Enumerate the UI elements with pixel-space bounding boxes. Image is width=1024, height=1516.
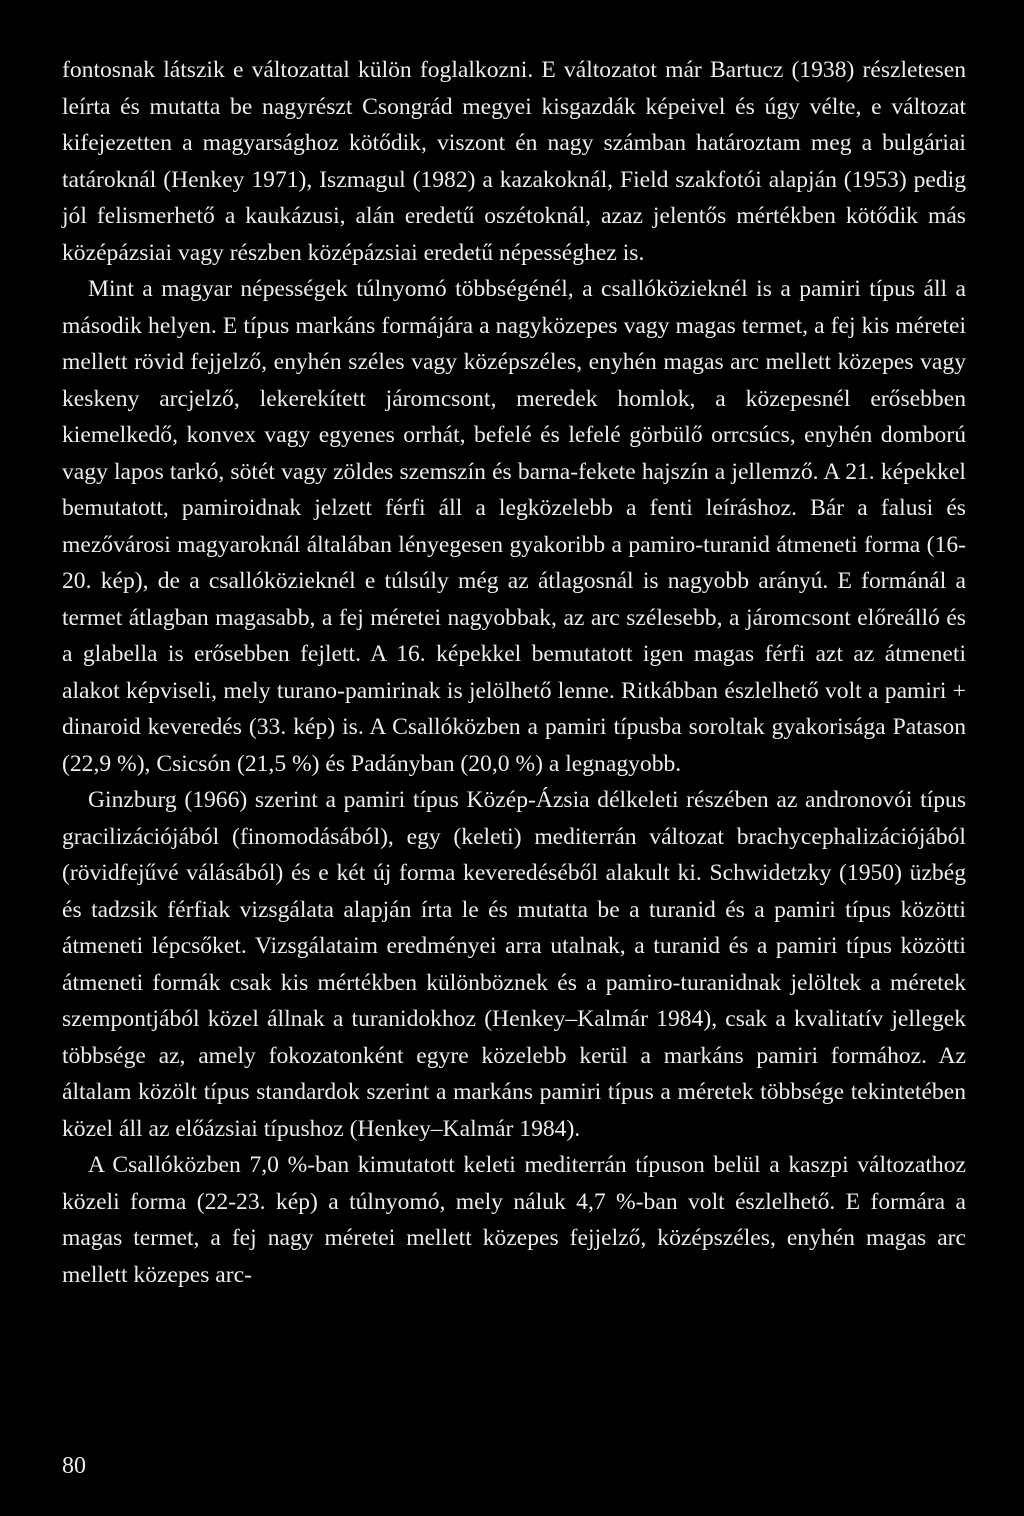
paragraph-2: Mint a magyar népességek túlnyomó többségénél, a csallóközieknél is a pamiri típus áll a második helyen. E típus markáns formájára a nagyközepes vagy magas termet, a fej kis méretei mellett rövid fejjelző, enyhén széles vagy középszéles, enyhén magas arc mellett közepes vagy keskeny arcjelző, lekerekített járomcsont, meredek homlok, a közepesnél erősebben kiemelkedő, konvex vagy egyenes orrhát, befelé és lefelé görbülő orrcsúcs, enyhén domború vagy lapos tarkó, sötét vagy zöldes szemszín és barna-fekete hajszín a jellemző. A 21. képekkel bemutatott, pamiroidnak jelzett férfi áll a legközelebb a fenti leíráshoz. Bár a falusi és mezővárosi magyaroknál általában lényegesen gyakoribb a pamiro-turanid átmeneti forma (16-20. kép), de a csallóközieknél e túlsúly még az átlagosnál is nagyobb arányú. E formánál a termet átlagban magasabb, a fej méretei nagyobbak, az arc szélesebb, a járomcsont előreálló és a glabella is erősebben fejlett. A 16. képekkel bemutatott igen magas férfi azt az átmeneti alakot képviseli, mely turano-pamirinak is jelölhető lenne. Ritkábban észlelhető volt a pamiri + dinaroid keveredés (33. kép) is. A Csallóközben a pamiri típusba soroltak gyakorisága Patason (22,9 %), Csicsón (21,5 %) és Padányban (20,0 %) a legnagyobb. [62,276,966,777]
paragraph-1: fontosnak látszik e változattal külön foglalkozni. E változatot már Bartucz (1938) részletesen leírta és mutatta be nagyrészt Csongrád megyei kisgazdák képeivel és úgy vélte, e változat kifejezetten a magyarsághoz kötődik, viszont én nagy számban határoztam meg a bulgáriai tatároknál (Henkey 1971), Iszmagul (1982) a kazakoknál, Field szakfotói alapján (1953) pedig jól felismerhető a kaukázusi, alán eredetű oszétoknál, azaz jelentős mértékben kötődik más középázsiai vagy részben középázsiai eredetű népességhez is. [62,57,966,266]
paragraph-4: A Csallóközben 7,0 %-ban kimutatott keleti mediterrán típuson belül a kaszpi változathoz közeli forma (22-23. kép) a túlnyomó, mely náluk 4,7 %-ban volt észlelhető. E formára a magas termet, a fej nagy méretei mellett közepes fejjelző, középszéles, enyhén magas arc mellett közepes arc- [62,1152,966,1288]
paragraph-3: Ginzburg (1966) szerint a pamiri típus Közép-Ázsia délkeleti részében az andronovói típus gracilizációjából (finomodásából), egy (keleti) mediterrán változat brachycephalizációjából (rövidfejűvé válásából) és e két új forma keveredéséből alakult ki. Schwidetzky (1950) üzbég és tadzsik férfiak vizsgálata alapján írta le és mutatta be a turanid és a pamiri típus közötti átmeneti lépcsőket. Vizsgálataim eredményei arra utalnak, a turanid és a pamiri típus közötti átmeneti formák csak kis mértékben különböznek és a pamiro-turanidnak jelöltek a méretek szempontjából közel állnak a turanidokhoz (Henkey–Kalmár 1984), csak a kvalitatív jellegek többsége az, amely fokozatonként egyre közelebb kerül a markáns pamiri formához. Az általam közölt típus standardok szerint a markáns pamiri típus a méretek többsége tekintetében közel áll az előázsiai típushoz (Henkey–Kalmár 1984). [62,787,966,1142]
page-number: 80 [62,1453,86,1479]
page-body [62,52,966,1293]
